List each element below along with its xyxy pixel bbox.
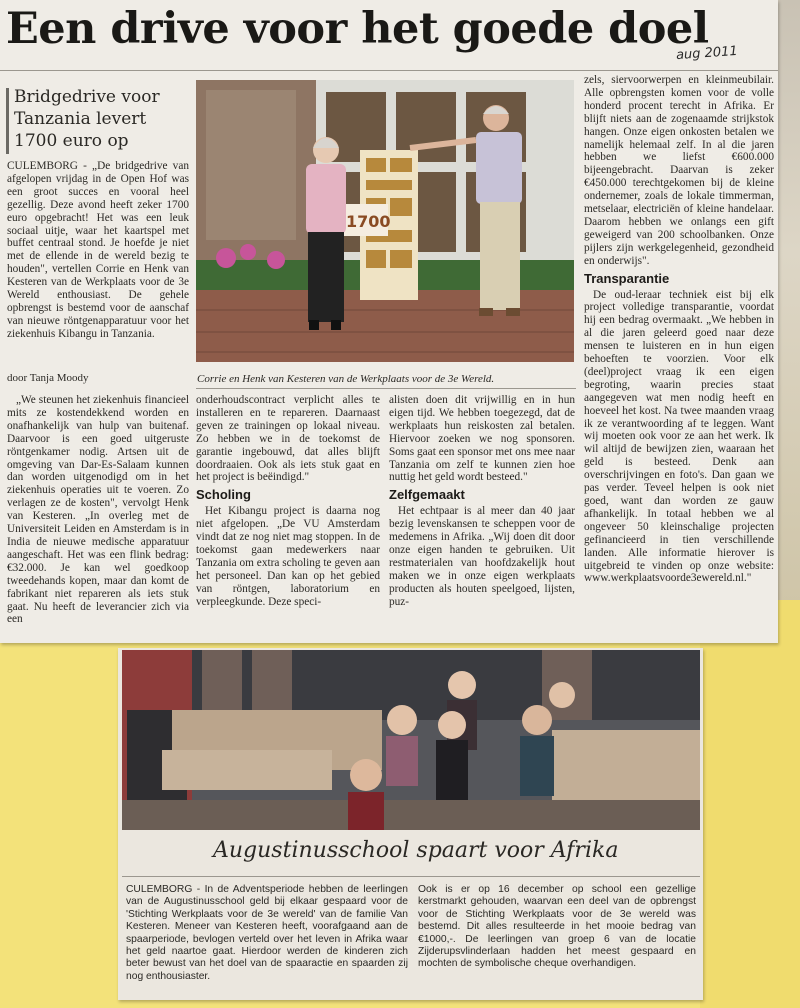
column-3-paragraph-1: alisten doen dit vrijwillig en in hun eigen tijd. We hebben toegezegd, dat de werkplaats hun reiskosten zal betalen. Hiervoor zoeken we nog sponsoren. Soms gaat een sponsor met ons mee naar Tanzania om zelf te kunnen zien hoe nuttig het geld wordt besteed."	[389, 394, 575, 484]
photo-couple-with-poster	[196, 80, 574, 362]
photo-caption: Corrie en Henk van Kesteren van de Werkplaats voor de 3e Wereld.	[197, 373, 495, 385]
column-3-paragraph-2: Het echtpaar is al meer dan 40 jaar bezig levenskansen te scheppen voor de medemens in Afrika. „Wij doen dit door onze eigen handen te gebruiken. Uit restmaterialen van hoofdzakelijk hout maken we in onze eigen werkplaats producten als houten speelgoed, lijsten, puz-	[389, 505, 575, 608]
article-column-3	[389, 394, 575, 639]
yellow-backing-paper-right	[700, 600, 800, 1008]
photo-classroom-illustration	[122, 650, 700, 830]
article2-column-2: Ook is er op 16 december op school een gezellige kerstmarkt gehouden, waarvan een deel van de opbrengst voor de Stichting Werkplaats voor de 3e wereld was bestemd. Dit alles resulteerde in het mooie bedrag van €1000,-. De leerlingen van groep 6 van de locatie Zijderupsvlinderlaan hadden het meest gespaard en mochten de symbolische cheque overhandigen.	[418, 884, 696, 970]
article2-headline: Augustinusschool spaart voor Afrika	[213, 838, 619, 863]
photo-couple-illustration	[196, 80, 574, 362]
column-2-paragraph-1: onderhoudscontract verplicht alles te installeren en te repareren. Daarnaast geven ze trainingen op lokaal niveau. Zo hebben we in de toekomst de garantie ingebouwd, dat alles blijft doordraaien. Ook als iets stuk gaat en het project is beëindigd."	[196, 394, 380, 484]
section-heading-scholing: Scholing	[196, 487, 251, 503]
headline-rule	[0, 70, 778, 71]
article-column-2	[196, 394, 380, 639]
article-column-1	[7, 394, 189, 639]
article2-rule	[122, 876, 700, 877]
column-4-paragraph-2: De oud-leraar techniek eist bij elk project volledige transparantie, voordat hij een bedrag overmaakt. „We hebben in al die jaren geleerd goed naar deze mensen te luisteren en in hun eigen behoeften te voorzien. Voor elk (deel)project vraag ik een eigen begroting, waarin precies staat aangegeven wat men nodig heeft en hoeveel het kost. Na twee maanden vraag ik ze verantwoording af te leggen. Want wij moeten ook voor ze aan het werk. Ik wil altijd de bewijzen zien, waaraan het geld is besteed. Denk aan overschrijvingen en foto's. Dan gaan we pas verder. Teveel helpen is ook niet goed, want dan worden ze gauw afhankelijk. In totaal hebben we al ongeveer 50 kleinschalige projecten gefinancieerd in tien verschillende landen. Alle informatie hierover is uitgebreid te vinden op onze website: www.werkplaatsvoorde3ewereld.nl."	[584, 288, 774, 585]
article-intro	[7, 160, 189, 370]
caption-rule	[196, 388, 576, 389]
article-byline: door Tanja Moody	[7, 372, 89, 384]
photo-classroom-children	[122, 650, 700, 830]
handwritten-date: aug 2011	[675, 43, 739, 64]
subheadline-bar	[6, 88, 9, 154]
column-4-paragraph-1: zels, siervoorwerpen en kleinmeubilair. Alle opbrengsten komen voor de volle honderd procent terecht in Afrika. Er blijft niets aan de zogenaamde strijkstok hangen. Onze eigen onkosten betalen we namelijk helemaal zelf. In al die jaren hebben we liefst €600.000 bijeengebracht. Daarvan is zeker €450.000 terechtgekomen bij de kleine ondernemer, zoals de lokale timmerman, metselaar, electriciën of kleine handelaar. Daarom hebben we onlangs een gift geweigerd van 200 schoolbanken. Onze pijlers zijn werkgelegenheid, gezondheid en onderwijs".	[584, 74, 774, 267]
column-1-paragraph: „We steunen het ziekenhuis financieel mits ze kostendekkend worden en onafhankelijk van hulp van buitenaf. Daarvoor is een goed uitgeruste röntgenkamer nodig. Artsen uit de omgeving van Dar-Es-Salaam kunnen dan worden uitgenodigd om in het ziekenhuis operaties uit te voeren. Zo verlagen ze de kosten", vervolgt Henk van Kesteren. „In overleg met de Universiteit Leiden en Amsterdam is in India de nieuwe medische apparatuur aangeschaft. Het was een flink bedrag: €32.000. Je kan wel goedkoop tweedehands kopen, maar dan komt de fabrikant niet repareren als iets stuk gaat. Nu heeft de leverancier zich via een	[7, 394, 189, 626]
article-subheadline: Bridgedrive voor Tanzania levert 1700 euro op	[14, 87, 160, 151]
article-column-4	[584, 74, 774, 639]
section-heading-transparantie: Transparantie	[584, 270, 670, 286]
article2-column-1: CULEMBORG - In de Adventsperiode hebben de leerlingen van de Augustinusschool geld bij elkaar gespaard voor de 'Stichting Werkplaats voor de 3e wereld' van de familie Van Kesteren. Meneer van Kesteren heeft, voorafgaand aan de spaarperiode, bevlogen verteld over het leven in Afrika waar het geld naartoe gaat. Hierdoor werden de kinderen zich beter bewust van het doel van de spaaractie en spaarden zij nog enthousiaster.	[126, 884, 408, 982]
article-headline: Een drive voor het goede doel	[6, 4, 709, 54]
column-2-paragraph-2: Het Kibangu project is daarna nog niet afgelopen. „De VU Amsterdam vindt dat ze nog niet mag stoppen. In de toekomst gaan medewerkers naar Tanzania om extra scholing te geven aan het personeel. Dan kan op het gebied van röntgen, laboratorium en verpleegkunde. Deze speci-	[196, 505, 380, 608]
section-heading-zelfgemaakt: Zelfgemaakt	[389, 487, 465, 503]
intro-paragraph: CULEMBORG - „De bridgedrive van afgelopen vrijdag in de Open Hof was een groot succes en vooral heel gezellig. Deze avond heeft zeker 1700 euro opgebracht! Het was een leuk sociaal uitje, waar het kaartspel met buffet centraal stond. Je hoefde je niet met de ellende in de wereld bezig te houden", vertellen Corrie en Henk van Kesteren van de Werkplaats voor de 3e Wereld enthousiast. De gehele opbrengst is bestemd voor de aanschaf van nieuwe röntgenapparatuur voor het ziekenhuis Kibangu in Tanzania.	[7, 160, 189, 340]
poster-number: 1700	[346, 212, 391, 231]
